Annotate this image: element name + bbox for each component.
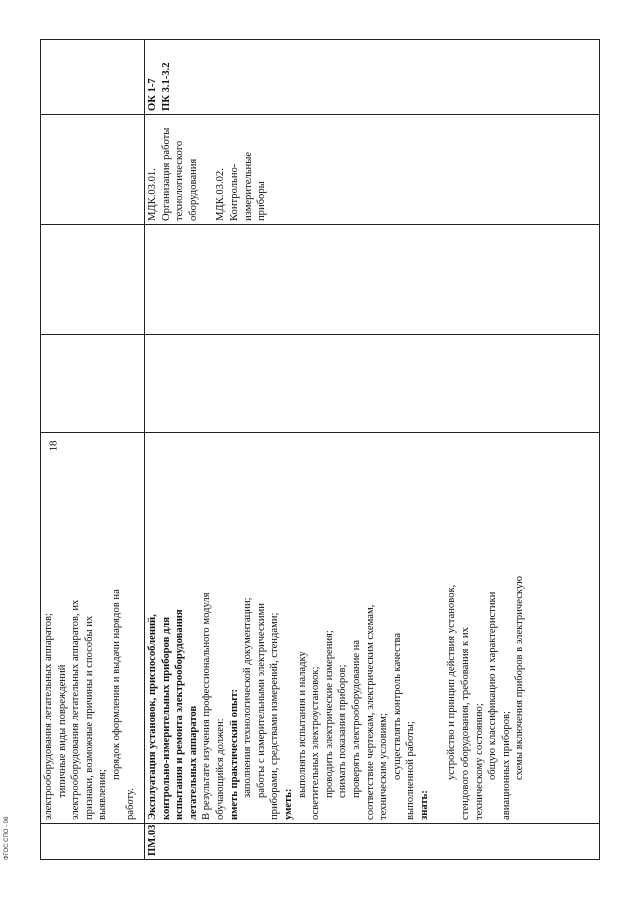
mdk-line: МДК.03.02.	[215, 168, 227, 221]
skill-line: техническим условиям;	[378, 713, 390, 820]
mdk-line: Контрольно-	[228, 163, 240, 221]
module-code: ПМ.03	[145, 824, 600, 860]
skill-line: осветительных электроустановок;	[310, 666, 322, 820]
mdk-line: технологического	[174, 140, 186, 221]
footer-code: ФГОС СПО - 06	[4, 816, 10, 860]
skill-line: выполнять испытания и наладку	[296, 651, 308, 798]
knowledge-line: техническому состоянию;	[473, 703, 485, 820]
skill-line: проводить электрические измерения;	[323, 630, 335, 798]
practice-line: заполнения технологической документации;	[242, 597, 254, 798]
text-line: электрооборудования летательных аппаратов;	[43, 612, 54, 820]
mdk-line: Организация работы	[160, 127, 172, 221]
module-content	[145, 433, 600, 824]
skill-line: выполненной работы;	[405, 721, 417, 820]
text-line: признаки, возможные причины и способы их	[83, 615, 95, 820]
empty-cell	[145, 225, 600, 335]
mdk-line: приборы	[256, 181, 268, 221]
text-line: электрооборудования летательных аппаратов, их	[70, 599, 82, 820]
empty-cell	[145, 335, 600, 433]
page-number: 18	[47, 440, 60, 452]
practice-line: приборами, средствами измерений, стендами;	[269, 612, 281, 820]
code-cell-empty	[41, 824, 145, 860]
knowledge-heading: знать:	[418, 790, 430, 820]
empty-cell	[41, 40, 145, 115]
competency-line: ОК 1-7	[147, 78, 158, 111]
skill-line: осуществлять контроль качества	[391, 632, 403, 780]
spacer	[200, 118, 214, 221]
empty-cell	[41, 225, 145, 335]
knowledge-line: стендового оборудования, требования к их	[460, 627, 472, 820]
content-cell-top	[41, 433, 145, 824]
empty-cell	[41, 335, 145, 433]
competency-line: ПК 3.1-3.2	[160, 62, 172, 111]
module-title-line: контрольно-измерительных приборов для	[160, 617, 172, 820]
mdk-line: МДК.03.01.	[147, 168, 158, 221]
text-line: типичные виды повреждений	[56, 664, 68, 798]
knowledge-line: общую классификацию и характеристики	[487, 591, 499, 780]
text-line: порядок оформления и выдачи нарядов на	[110, 589, 122, 780]
table-row	[145, 40, 600, 860]
practice-heading: иметь практический опыт:	[228, 688, 240, 820]
spacer	[431, 436, 445, 820]
module-title-line: Эксплуатация установок, приспособлений,	[147, 614, 158, 820]
empty-cell	[41, 115, 145, 225]
module-title-line: испытания и ремонта электрооборудования	[174, 609, 186, 820]
intro-line: обучающийся должен:	[214, 718, 226, 820]
rotated-page	[40, 40, 600, 860]
practice-line: работы с измерительными электрическими	[255, 603, 267, 798]
knowledge-line: схемы включения приборов в электрическую	[514, 575, 526, 780]
text-line: работу.	[124, 788, 136, 820]
skills-heading: уметь:	[282, 788, 294, 820]
module-title-line: летательных аппаратов	[187, 705, 199, 820]
text-line: выявления;	[97, 769, 109, 820]
skill-line: проверять электрооборудование на	[350, 640, 362, 798]
mdk-line: оборудования	[187, 158, 199, 221]
competency-cell	[145, 40, 600, 115]
mdk-line: измерительные	[242, 151, 254, 221]
knowledge-line: авиационных приборов;	[500, 711, 512, 820]
knowledge-line: устройство и принцип действия установок,	[446, 584, 458, 780]
intro-line: В результате изучения профессионального модуля	[201, 592, 213, 820]
mdk-cell	[145, 115, 600, 225]
skill-line: снимать показания приборов;	[337, 664, 349, 798]
curriculum-table	[40, 39, 600, 860]
skill-line: соответствие чертежам, электрическим схемам,	[364, 604, 376, 820]
